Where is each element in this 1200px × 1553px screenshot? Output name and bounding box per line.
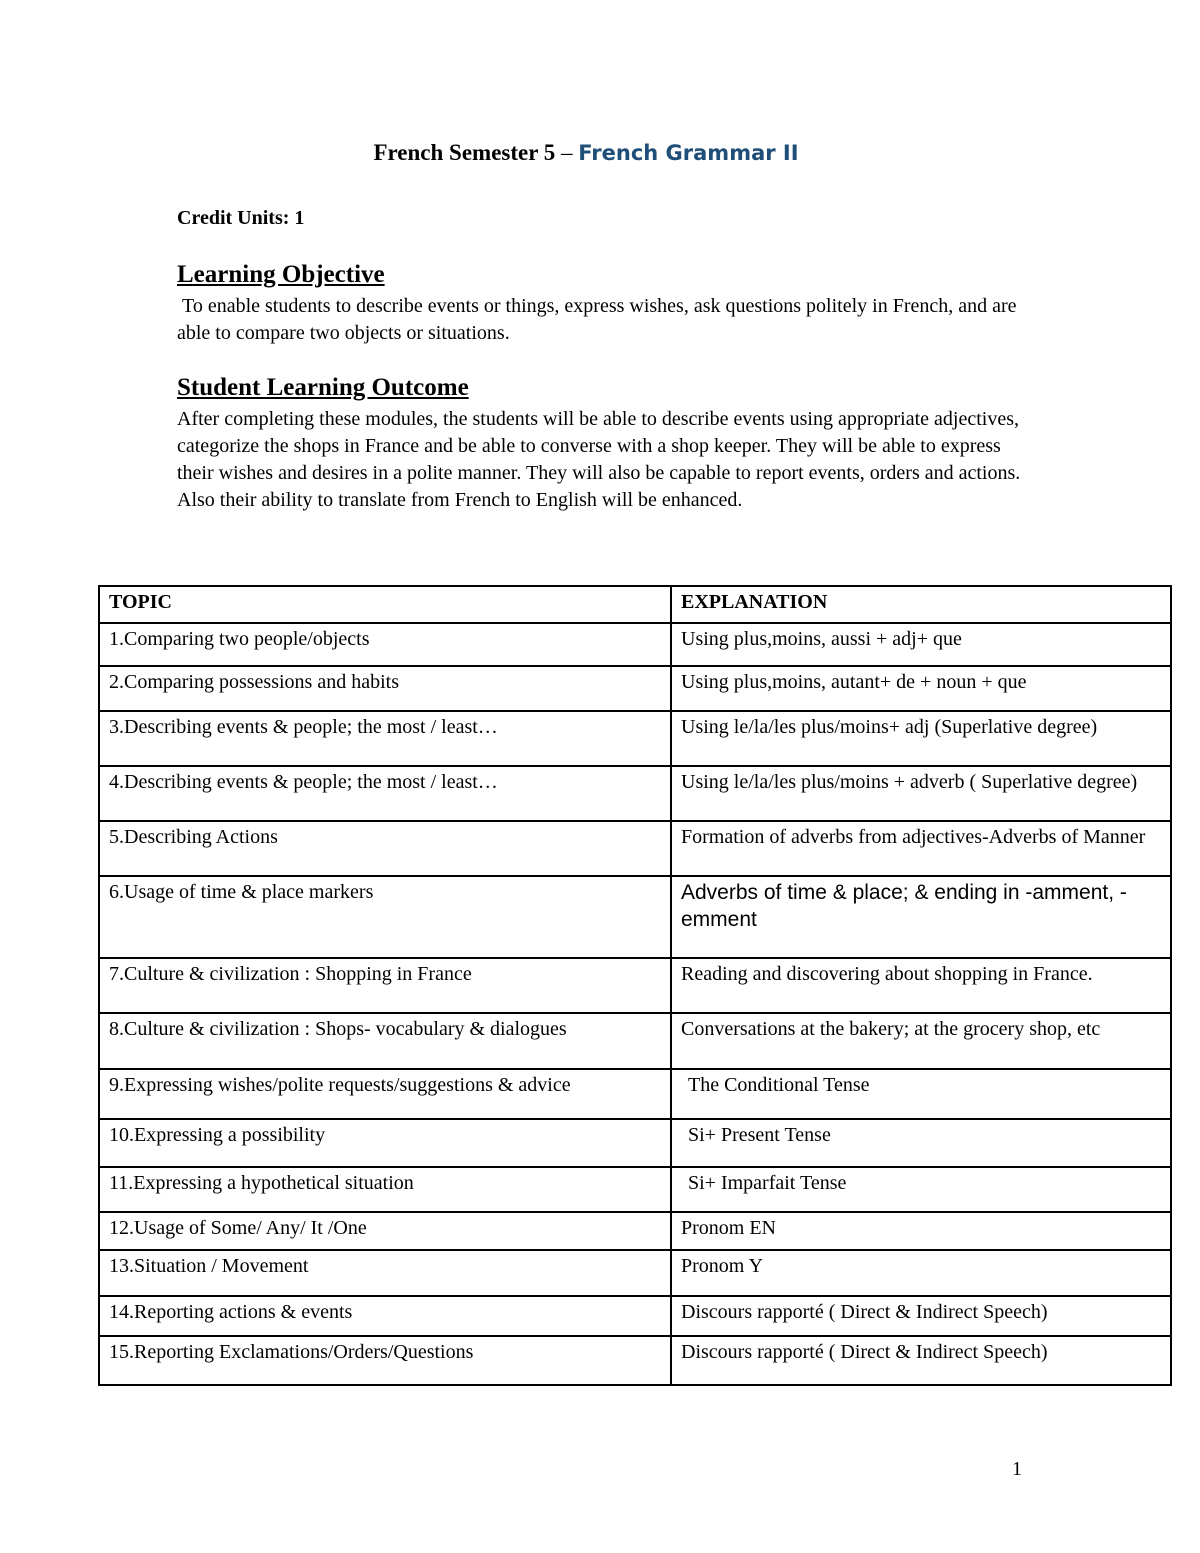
- table-row: [99, 1167, 1171, 1212]
- table-row: [99, 1119, 1171, 1167]
- explanation-cell: Formation of adverbs from adjectives-Adverbs of Manner: [671, 821, 1171, 876]
- table-row: [99, 958, 1171, 1013]
- topic-cell: 13.Situation / Movement: [99, 1250, 671, 1296]
- explanation-cell: Using plus,moins, autant+ de + noun + que: [671, 666, 1171, 711]
- explanation-cell: Adverbs of time & place; & ending in -amment, -emment: [671, 876, 1171, 958]
- topic-cell: 6.Usage of time & place markers: [99, 876, 671, 958]
- explanation-cell: Pronom Y: [671, 1250, 1171, 1296]
- explanation-cell: Using plus,moins, aussi + adj+ que: [671, 623, 1171, 666]
- topic-cell: 12.Usage of Some/ Any/ It /One: [99, 1212, 671, 1250]
- explanation-cell: Si+ Present Tense: [671, 1119, 1171, 1167]
- title-main: French Semester 5: [373, 140, 556, 165]
- learning-objective-body: To enable students to describe events or things, express wishes, ask questions politely in French, and are able to compare two objects or situations.: [177, 295, 1017, 344]
- explanation-cell: Using le/la/les plus/moins+ adj (Superlative degree): [671, 711, 1171, 766]
- learning-outcome-text: After completing these modules, the students will be able to describe events using appropriate adjectives, categorize the shops in France and be able to converse with a shop keeper. They will be able to express their wishes and desires in a polite manner. They will also be capable to report events, orders and actions. Also their ability to translate from French to English will be enhanced.: [177, 408, 1021, 511]
- topic-cell: 4.Describing events & people; the most / least…: [99, 766, 671, 821]
- topic-cell: 7.Culture & civilization : Shopping in France: [99, 958, 671, 1013]
- table-row: [99, 1250, 1171, 1296]
- learning-objective-text: [177, 293, 1037, 347]
- page-number: 1: [1012, 1458, 1022, 1480]
- title-dash: –: [561, 140, 573, 165]
- explanation-cell: Discours rapporté ( Direct & Indirect Speech): [671, 1336, 1171, 1385]
- table-header-row: [99, 586, 1171, 623]
- learning-outcome-heading: Student Learning Outcome: [177, 374, 469, 401]
- header-explanation: EXPLANATION: [671, 586, 1171, 623]
- table-row: [99, 876, 1171, 958]
- topic-cell: 3.Describing events & people; the most / least…: [99, 711, 671, 766]
- explanation-cell: Discours rapporté ( Direct & Indirect Speech): [671, 1296, 1171, 1336]
- table-row: [99, 666, 1171, 711]
- table-row: [99, 1013, 1171, 1069]
- topic-cell: 11.Expressing a hypothetical situation: [99, 1167, 671, 1212]
- topic-cell: 8.Culture & civilization : Shops- vocabulary & dialogues: [99, 1013, 671, 1069]
- credit-units: Credit Units: 1: [177, 207, 305, 229]
- explanation-cell: Si+ Imparfait Tense: [671, 1167, 1171, 1212]
- explanation-cell: Using le/la/les plus/moins + adverb ( Superlative degree): [671, 766, 1171, 821]
- header-topic: TOPIC: [99, 586, 671, 623]
- topics-table: [98, 585, 1172, 1386]
- table-row: [99, 821, 1171, 876]
- topic-cell: 14.Reporting actions & events: [99, 1296, 671, 1336]
- explanation-cell: Reading and discovering about shopping in France.: [671, 958, 1171, 1013]
- explanation-cell: Conversations at the bakery; at the grocery shop, etc: [671, 1013, 1171, 1069]
- topic-cell: 2.Comparing possessions and habits: [99, 666, 671, 711]
- topic-cell: 1.Comparing two people/objects: [99, 623, 671, 666]
- topic-cell: 15.Reporting Exclamations/Orders/Questions: [99, 1336, 671, 1385]
- topic-cell: 5.Describing Actions: [99, 821, 671, 876]
- table-row: [99, 1336, 1171, 1385]
- table-row: [99, 711, 1171, 766]
- page-title: [0, 140, 1172, 166]
- table-row: [99, 1296, 1171, 1336]
- explanation-cell: Pronom EN: [671, 1212, 1171, 1250]
- explanation-cell: The Conditional Tense: [671, 1069, 1171, 1119]
- table-row: [99, 1212, 1171, 1250]
- table-row: [99, 623, 1171, 666]
- topic-cell: 9.Expressing wishes/polite requests/suggestions & advice: [99, 1069, 671, 1119]
- table-row: [99, 1069, 1171, 1119]
- learning-objective-heading: Learning Objective: [177, 261, 385, 288]
- title-subtitle: French Grammar II: [578, 141, 799, 165]
- table-row: [99, 766, 1171, 821]
- topic-cell: 10.Expressing a possibility: [99, 1119, 671, 1167]
